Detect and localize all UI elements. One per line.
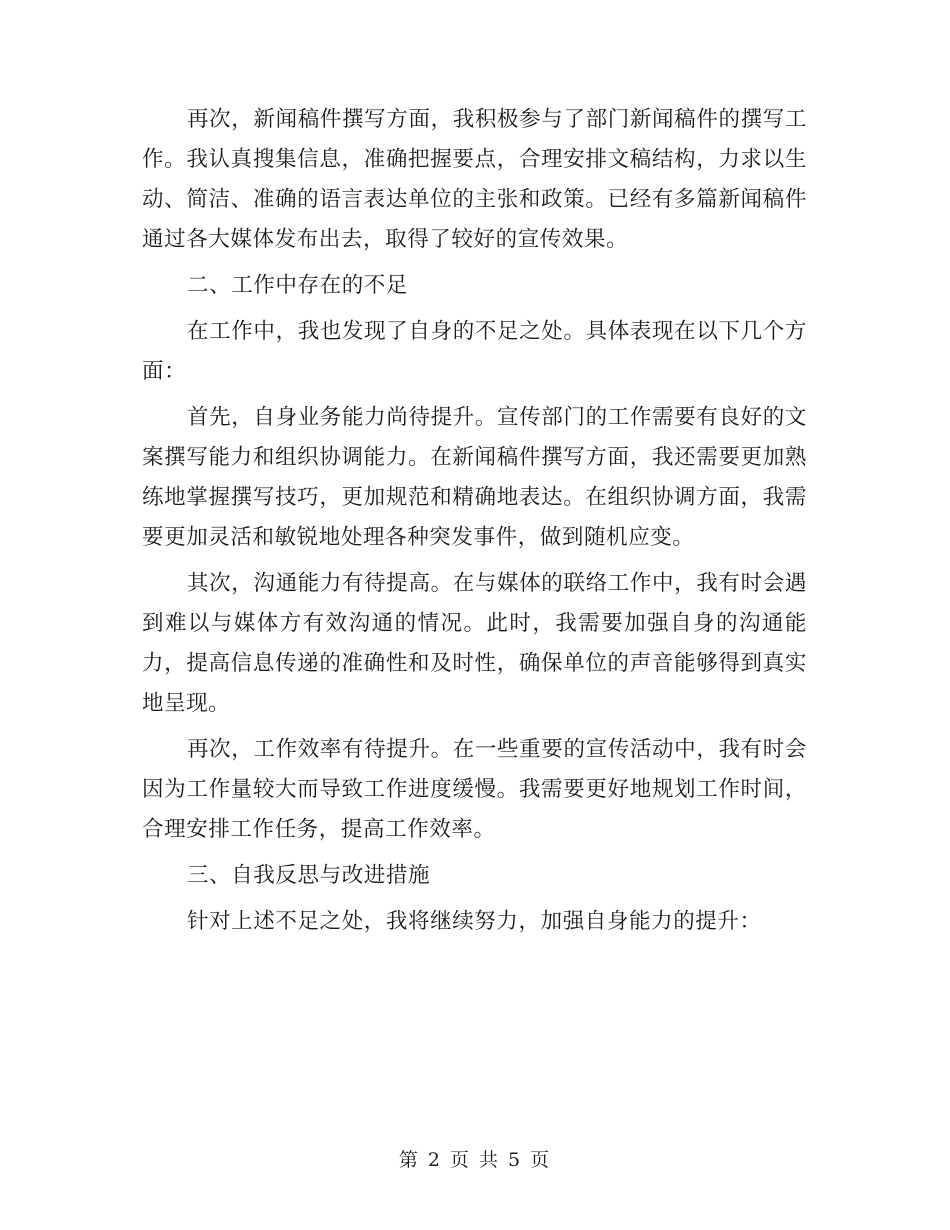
paragraph-efficiency: 再次，工作效率有待提升。在一些重要的宣传活动中，我有时会因为工作量较大而导致工作进度缓慢。我需要更好地规划工作时间，合理安排工作任务，提高工作效率。 xyxy=(142,737,807,842)
section-heading-reflection: 三、自我反思与改进措施 xyxy=(187,863,431,888)
page-number-footer: 第 2 页 共 5 页 xyxy=(398,1149,552,1171)
paragraph-news-writing: 再次，新闻稿件撰写方面，我积极参与了部门新闻稿件的撰写工作。我认真搜集信息，准确把握要点，合理安排文稿结构，力求以生动、简洁、准确的语言表达单位的主张和政策。已经有多篇新闻稿件通过各大媒体发布出去，取得了较好的宣传效果。 xyxy=(142,107,807,252)
paragraph-business-ability: 首先，自身业务能力尚待提升。宣传部门的工作需要有良好的文案撰写能力和组织协调能力。在新闻稿件撰写方面，我还需要更加熟练地掌握撰写技巧，更加规范和精确地表达。在组织协调方面，我需要更加灵活和敏锐地处理各种突发事件，做到随机应变。 xyxy=(142,405,807,550)
document-body xyxy=(142,100,807,942)
paragraph-reflection-intro: 针对上述不足之处，我将继续努力，加强自身能力的提升： xyxy=(187,909,762,934)
paragraph-shortcomings-intro: 在工作中，我也发现了自身的不足之处。具体表现在以下几个方面： xyxy=(142,319,807,384)
paragraph-communication: 其次，沟通能力有待提高。在与媒体的联络工作中，我有时会遇到难以与媒体方有效沟通的情况。此时，我需要加强自身的沟通能力，提高信息传递的准确性和及时性，确保单位的声音能够得到真实地呈现。 xyxy=(142,571,807,716)
section-heading-shortcomings: 二、工作中存在的不足 xyxy=(187,273,409,298)
